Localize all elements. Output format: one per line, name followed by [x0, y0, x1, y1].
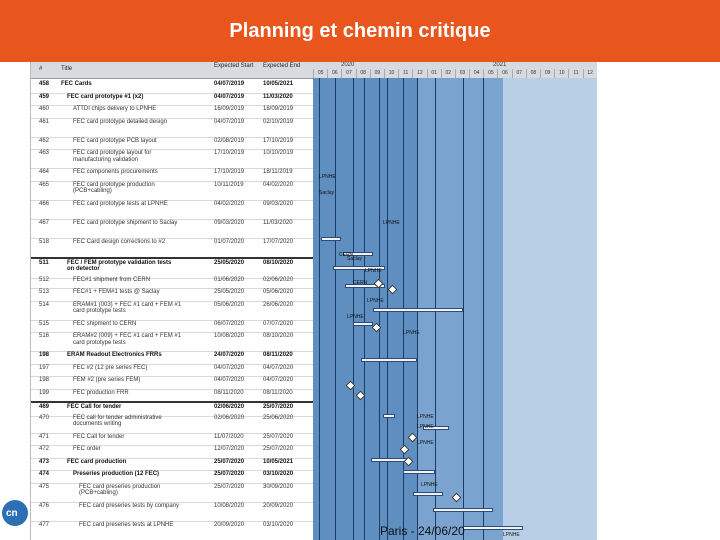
task-end: 07/07/2020 — [263, 320, 294, 327]
task-start: 12/07/2020 — [214, 446, 245, 452]
table-row[interactable] — [31, 521, 313, 540]
col-start-header[interactable]: Expected Start — [214, 63, 254, 69]
task-table — [31, 62, 313, 540]
task-end: 25/07/2020 — [263, 446, 294, 452]
gantt-bar-label: LPNHE — [367, 298, 384, 304]
task-start: 10/08/2020 — [214, 333, 245, 339]
task-id: 465 — [39, 181, 50, 188]
table-row[interactable] — [31, 137, 313, 151]
task-title: FEC Cards — [61, 81, 92, 87]
task-start: 25/07/2020 — [214, 458, 245, 465]
task-id: 513 — [39, 289, 50, 295]
table-row[interactable] — [31, 219, 313, 239]
gantt-bar-label: LPNHE — [417, 414, 434, 420]
task-title: FEC card preseries tests by company — [79, 502, 180, 509]
task-start: 10/08/2020 — [214, 502, 245, 509]
gantt-month-label: 04 — [469, 69, 483, 78]
table-row[interactable] — [31, 433, 313, 447]
task-title: FEC Card design corrections to #2 — [73, 238, 166, 245]
table-row[interactable] — [31, 332, 313, 352]
task-start: 25/05/2020 — [214, 289, 245, 295]
gantt-month-label: 12 — [583, 69, 597, 78]
gantt-task-bar[interactable] — [403, 470, 435, 474]
task-end: 20/09/2020 — [263, 502, 294, 509]
table-row[interactable] — [31, 238, 313, 258]
table-row[interactable] — [31, 389, 313, 403]
task-title: ATTDI chips delivery to LPNHE — [73, 106, 157, 112]
slide-footer: Paris - 24/06/20 — [380, 524, 465, 538]
task-id: 198 — [39, 377, 50, 383]
task-id: 518 — [39, 238, 50, 245]
task-title: FEC card preseries tests at LPNHE — [79, 521, 174, 528]
task-end: 08/11/2020 — [263, 352, 293, 358]
task-table-header — [31, 62, 313, 79]
task-start: 10/11/2019 — [214, 181, 244, 188]
task-end: 25/07/2020 — [263, 433, 294, 440]
gantt-month-row — [313, 69, 597, 78]
task-id: 464 — [39, 169, 50, 175]
task-title: ERAM#1 (003) + FEC #1 card + FEM #1 card prototype tests — [73, 301, 182, 314]
col-end-header[interactable]: Expected End — [263, 63, 301, 69]
task-title: ERAM#2 (009) + FEC #1 card + FEM #1 card prototype tests — [73, 333, 182, 346]
task-start: 02/06/2020 — [214, 414, 245, 421]
task-end: 30/09/2020 — [263, 483, 294, 490]
task-end: 18/11/2019 — [263, 169, 293, 175]
gantt-bar-label: LPNHE — [403, 330, 420, 336]
gantt-bar-label: Saclay — [319, 190, 335, 196]
task-end: 08/10/2020 — [263, 259, 294, 266]
table-row[interactable] — [31, 181, 313, 201]
task-end: 03/10/2020 — [263, 471, 294, 477]
task-id: 514 — [39, 301, 50, 308]
task-end: 04/07/2020 — [263, 364, 294, 371]
gantt-task-bar[interactable] — [463, 526, 523, 530]
task-id: 477 — [39, 521, 50, 528]
task-id: 199 — [39, 389, 50, 396]
task-id: 198 — [39, 352, 50, 358]
gantt-task-bar[interactable] — [321, 237, 341, 241]
task-id: 467 — [39, 219, 50, 226]
task-id: 475 — [39, 483, 50, 490]
gantt-month-label: 01 — [427, 69, 441, 78]
task-end: 04/02/2020 — [263, 181, 294, 188]
gantt-task-bar[interactable] — [413, 492, 443, 496]
table-row[interactable] — [31, 149, 313, 169]
task-end: 09/03/2020 — [263, 200, 294, 207]
gantt-month-label: 10 — [554, 69, 568, 78]
task-start: 04/02/2020 — [214, 200, 245, 207]
table-row[interactable] — [31, 93, 313, 107]
task-title: FEC card prototype detailed design — [73, 118, 168, 125]
task-start: 17/10/2019 — [214, 169, 245, 175]
task-start: 01/06/2020 — [214, 276, 245, 283]
task-start: 04/07/2019 — [214, 81, 245, 87]
table-row[interactable] — [31, 320, 313, 334]
task-start: 01/07/2020 — [214, 238, 245, 245]
table-row[interactable] — [31, 288, 313, 302]
table-row[interactable] — [31, 276, 313, 290]
table-row[interactable] — [31, 458, 313, 472]
gantt-task-bar[interactable] — [383, 414, 395, 418]
task-start: 04/07/2020 — [214, 364, 245, 371]
task-title: Preseries production (12 FEC) — [73, 471, 160, 477]
task-title: FEC#1 shipment from CERN — [73, 276, 151, 283]
task-id: 471 — [39, 433, 50, 440]
task-start: 24/07/2020 — [214, 352, 245, 358]
task-id: 462 — [39, 137, 50, 144]
table-row[interactable] — [31, 502, 313, 522]
gantt-bar-label: LPNHE — [383, 220, 400, 226]
task-end: 25/07/2020 — [263, 404, 294, 410]
task-start: 25/07/2020 — [214, 483, 245, 490]
task-id: 474 — [39, 471, 50, 477]
gantt-month-label: 11 — [568, 69, 582, 78]
task-start: 05/06/2020 — [214, 301, 245, 308]
table-row[interactable] — [31, 376, 313, 390]
task-start: 09/03/2020 — [214, 219, 245, 226]
col-number-header[interactable]: # — [39, 66, 43, 72]
task-start: 04/07/2019 — [214, 118, 245, 125]
task-start: 02/06/2020 — [214, 404, 245, 410]
task-id: 472 — [39, 446, 50, 452]
task-title: FEC call for tender administrative documents writing — [73, 414, 162, 427]
task-start: 04/07/2019 — [214, 93, 245, 100]
task-id: 459 — [39, 93, 50, 100]
task-end: 11/03/2020 — [263, 93, 293, 100]
gantt-month-label: 05 — [483, 69, 497, 78]
gantt-month-label: 12 — [412, 69, 426, 78]
task-start: 08/11/2020 — [214, 389, 244, 396]
gantt-dependency-line — [483, 78, 484, 540]
task-title: FEC / FEM prototype validation tests on detector — [67, 259, 172, 272]
task-end: 10/10/2019 — [263, 150, 294, 156]
gantt-bar-label: LPNHE — [365, 268, 382, 274]
task-id: 511 — [39, 259, 49, 266]
gantt-chart — [313, 62, 597, 540]
task-start: 17/10/2019 — [214, 150, 245, 156]
gantt-year-label: 2020 — [341, 62, 355, 68]
gantt-task-bar[interactable] — [433, 508, 493, 512]
gantt-dependency-line — [353, 78, 354, 540]
gantt-background-band — [503, 78, 597, 540]
slide-title-bar — [0, 0, 720, 62]
task-title: FEC card prototype #1 (x2) — [67, 93, 144, 100]
task-id: 458 — [39, 81, 50, 87]
task-start: 25/07/2020 — [214, 471, 245, 477]
task-title: FEC components procurements — [73, 169, 158, 175]
task-end: 08/10/2020 — [263, 333, 294, 339]
task-title: FEM #2 (pre series FEM) — [73, 377, 141, 383]
table-row[interactable] — [31, 414, 313, 434]
gantt-month-label: 03 — [455, 69, 469, 78]
slide-title: Planning et chemin critique — [229, 19, 491, 42]
gantt-dependency-line — [319, 78, 320, 540]
logo-text: cn — [6, 508, 18, 519]
task-start: 02/08/2019 — [214, 137, 245, 144]
col-title-header[interactable]: Title — [61, 66, 73, 72]
table-row[interactable] — [31, 301, 313, 321]
gantt-month-label: 09 — [370, 69, 384, 78]
gantt-month-label: 11 — [398, 69, 412, 78]
task-id: 197 — [39, 364, 50, 371]
task-start: 20/09/2020 — [214, 521, 245, 528]
task-title: FEC card production — [67, 458, 127, 465]
table-row[interactable] — [31, 105, 313, 119]
task-end: 04/07/2020 — [263, 377, 294, 383]
gantt-task-bar[interactable] — [361, 358, 417, 362]
gantt-month-label: 06 — [497, 69, 511, 78]
task-title: FEC shipment to CERN — [73, 320, 137, 327]
table-row[interactable] — [31, 445, 313, 459]
task-start: 11/07/2020 — [214, 433, 244, 440]
gantt-dependency-line — [463, 78, 464, 540]
gantt-month-label: 08 — [356, 69, 370, 78]
gantt-bar-label: LPNHE — [421, 482, 438, 488]
gantt-bar-label: Saclay — [347, 256, 363, 262]
gantt-month-label: 05 — [313, 69, 327, 78]
gantt-bar-label: LPNHE — [319, 174, 336, 180]
task-end: 18/09/2019 — [263, 106, 294, 112]
task-title: FEC card prototype shipment to Saclay — [73, 219, 178, 226]
task-end: 02/06/2020 — [263, 276, 294, 283]
task-end: 08/11/2020 — [263, 389, 293, 396]
task-end: 11/03/2020 — [263, 219, 293, 226]
gantt-bar-label: LPNHE — [347, 314, 364, 320]
gantt-bar-label: LPNHE — [417, 440, 434, 446]
table-row[interactable] — [31, 200, 313, 220]
task-title: FEC Call for tender — [73, 433, 125, 440]
task-start: 16/09/2019 — [214, 106, 245, 112]
gantt-month-label: 06 — [327, 69, 341, 78]
gantt-dependency-line — [335, 78, 336, 540]
task-end: 10/05/2021 — [263, 81, 294, 87]
table-row[interactable] — [31, 118, 313, 138]
task-end: 25/06/2020 — [263, 414, 294, 421]
task-title: FEC card prototype tests at LPNHE — [73, 200, 168, 207]
task-id: 512 — [39, 276, 50, 283]
gantt-task-bar[interactable] — [373, 308, 463, 312]
task-id: 460 — [39, 106, 50, 112]
gantt-dependency-line — [364, 78, 365, 540]
gantt-bar-label: CERN — [353, 280, 368, 286]
task-id: 469 — [39, 404, 50, 410]
table-row[interactable] — [31, 364, 313, 378]
gantt-month-label: 07 — [341, 69, 355, 78]
task-id: 516 — [39, 333, 50, 339]
task-title: FEC #2 (12 pre series FEC) — [73, 364, 148, 371]
task-id: 466 — [39, 200, 50, 207]
table-row[interactable] — [31, 351, 313, 365]
task-start: 04/07/2020 — [214, 377, 245, 383]
gantt-month-label: 07 — [512, 69, 526, 78]
task-title: FEC card prototype production (PCB+cabling) — [73, 181, 155, 194]
task-id: 476 — [39, 502, 50, 509]
gantt-month-label: 02 — [441, 69, 455, 78]
cnrs-logo — [0, 498, 34, 534]
project-planning-screenshot — [30, 62, 597, 540]
task-end: 17/07/2020 — [263, 238, 294, 245]
task-title: FEC card preseries production (PCB+cabling) — [79, 483, 161, 496]
task-title: FEC production FRR — [73, 389, 129, 396]
task-title: FEC card prototype layout for manufacturing validation — [73, 150, 152, 163]
table-row[interactable] — [31, 80, 313, 94]
task-end: 10/05/2021 — [263, 458, 294, 465]
gantt-month-label: 09 — [540, 69, 554, 78]
table-row[interactable] — [31, 483, 313, 503]
task-title: FEC card prototype PCB layout — [73, 137, 157, 144]
gantt-bar-label: CERN — [339, 252, 354, 258]
task-title: FEC#1 + FEM#1 tests @ Saclay — [73, 289, 160, 295]
task-title: FEC Call for tender — [67, 404, 122, 410]
table-row[interactable] — [31, 470, 313, 484]
task-end: 26/06/2020 — [263, 301, 294, 308]
gantt-bar-label: LPNHE — [417, 424, 434, 430]
gantt-year-label: 2021 — [493, 62, 507, 68]
table-row[interactable] — [31, 168, 313, 182]
task-start: 25/05/2020 — [214, 259, 245, 266]
gantt-task-bar[interactable] — [353, 322, 373, 326]
task-end: 03/10/2020 — [263, 521, 294, 528]
gantt-bar-label: LPNHE — [503, 532, 520, 538]
task-title: FEC order — [73, 446, 101, 452]
task-start: 06/07/2020 — [214, 320, 245, 327]
gantt-month-label: 10 — [384, 69, 398, 78]
task-end: 17/10/2019 — [263, 137, 294, 144]
task-end: 05/06/2020 — [263, 289, 294, 295]
task-id: 473 — [39, 458, 50, 465]
task-id: 515 — [39, 320, 50, 327]
task-end: 02/10/2019 — [263, 118, 294, 125]
task-title: ERAM Readout Electronics FRRs — [67, 352, 162, 358]
task-id: 463 — [39, 150, 50, 156]
task-id: 461 — [39, 118, 50, 125]
task-id: 470 — [39, 414, 50, 421]
gantt-timeline-header — [313, 62, 597, 79]
gantt-month-label: 08 — [526, 69, 540, 78]
